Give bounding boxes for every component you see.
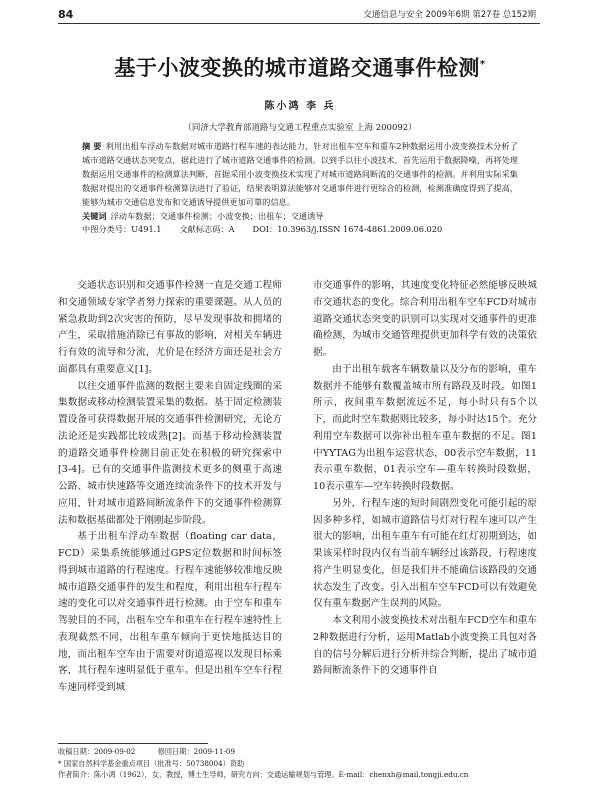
- author-bio: 作者简介：陈小鸿（1962），女，教授，博士生导师，研究方向：交通运输规划与管理。E-mail：chenxh@mail.tongji.edu.cn: [58, 770, 469, 779]
- title-text: 基于小波变换的城市道路交通事件检测: [114, 56, 480, 80]
- footnotes: [58, 746, 540, 781]
- body-column-left: [58, 278, 282, 697]
- body-paragraph: 基于出租车浮动车数据（floating car data，FCD）采集系统能够通过GPS定位数据和时间标签得到城市道路的行程速度。行程车速能够较准地反映城市道路交通事件的发生和程度，利用出租车行程车速的变化可以对交通事件进行检测。由于空车和重车驾驶目的不同，出租车空车和重车在行程车速特性上表现截然不同，出租车重车倾向于更快地抵达目的地，而出租车空车由于需要对街道巡视以发现目标乘客，其行程车速明显低于重车。但是出租车空车行程车速同样受到城: [58, 531, 282, 693]
- authors: 陈小鸿 李 兵: [264, 101, 336, 112]
- fund-note: * 国家自然科学基金重点项目（批准号：50738004）资助: [58, 758, 245, 768]
- body-column-right: [313, 278, 537, 680]
- footnote-dates: [58, 746, 540, 758]
- body-paragraph: 以往交通事件监测的数据主要来自固定线圈的采集数据或移动检测装置采集的数据。基于固定检测装置设备可获得数据开展的交通事件检测研究，无论方法论还是实践都比较成熟[2]。而基于移动检测装置的道路交通事件检测目前正处在积极的研究探索中[3-4]。已有的交通事件监测技术更多的侧重于高速公路、城市快速路等交通连续流条件下的技术开发与应用，针对城市道路间断流条件下的交通事件检测算法和数据基础都处于刚刚起步阶段。: [58, 380, 282, 526]
- title-footnote-mark: *: [479, 59, 486, 70]
- header-rule: [58, 23, 540, 24]
- page-number: 84: [58, 8, 74, 21]
- abstract-label: 摘 要: [82, 141, 102, 151]
- body-paragraph: 本文利用小波变换技术对出租车FCD空车和重车2种数据进行分析，运用Matlab小波变换工具包对各自的信号分解后进行分析并综合判断，提出了城市道路间断流条件下的交通事件自: [313, 615, 537, 677]
- clc-number: 中图分类号：U491.1: [82, 224, 162, 235]
- document-code: 文献标志码：A: [179, 224, 235, 235]
- footnote-rule: [58, 743, 208, 744]
- doi: DOI：10.3963/j.ISSN 1674-4861.2009.06.020: [252, 224, 443, 235]
- classification-line: [82, 223, 518, 237]
- body-paragraph: 另外，行程车速的短时间剧烈变化可能引起的原因多种多样，如城市道路信号灯对行程车速可以产生很大的影响，出租车重车有可能在红灯初期到达，如果该采样时段内仅有当前车辆经过该路段，行程速度将产生明显变化，但是我们并不能确信该路段的交通状态发生了改变。引入出租车空车FCD可以有效避免仅有重车数据产生误判的风险。: [313, 497, 537, 610]
- received-date: 收稿日期：2009-09-02: [58, 747, 136, 756]
- revised-date: 修回日期：2009-11-09: [157, 747, 236, 756]
- body-paragraph: 市交通事件的影响，其速度变化特征必然能够反映城市交通状态的变化。综合利用出租车空车FCD对城市道路交通状态突变的识别可以实现对交通事件的更准确检测，为城市交通管理提供更加科学有效的决策依据。: [313, 280, 537, 358]
- affiliation: （同济大学教育部道路与交通工程重点实验室 上海 200092）: [183, 123, 417, 133]
- paper-title: [40, 52, 560, 82]
- body-paragraph: 交通状态识别和交通事件检测一直是交通工程师和交通领域专家学者努力探索的重要课题。从人员的紧急救助到2次灾害的预防，尽早发现事故和拥堵的产生，采取措施消除已有事故的影响，对相关车辆进行有效的流导和分流，尤价是在经济方面还是社会方面都具有重要意义[1]。: [58, 280, 282, 375]
- keywords: [82, 210, 518, 224]
- journal-info: 交通信息与安全 2009年6期 第27卷 总152期: [363, 10, 536, 20]
- abstract-text: 利用出租车浮动车数据对城市道路行程车速的表达能力，针对出租车空车和重车2种数据运用小波变换技术分析了城市道路交通状态突变点，据此进行了城市道路交通事件的检测。以到手以往小波技术，首先运用于数据降噪，再将处理数据运用交通事件的检测算法判断，首据采用小波变换技术实现了对城市道路间断流的交通事件的检测。并利用实际采集数据对提出的交通事件检测算法进行了验证，结果表明算法能够对交通事件进行更综合的检测，检测准确度得到了提高，能够为城市交通信息发布和交通诱导提供更加可靠的信息。: [82, 141, 518, 207]
- abstract: [82, 140, 518, 210]
- abstract-block: [82, 140, 518, 237]
- body-paragraph: 由于出租车载客车辆数量以及分布的影响，重车数据并不能够有数覆盖城市所有路段及时段。如图1所示，夜间重车数据流远不足，每小时只有5个以下，而此时空车数据则比较多，每小时达15个。充分利用空车数据可以弥补出租车重车数据的不足。图1中YYTAG为出租车运营状态，00表示空车数据，11表示重车数据，01表示空车—重车转换时段数据，10表示重车—空车转换时段数据。: [313, 363, 537, 492]
- running-header: [0, 6, 600, 24]
- keywords-label: 关键词: [82, 210, 107, 221]
- keywords-text: 浮动车数据；交通事件检测；小波变换；出租车；交通诱导: [110, 210, 324, 221]
